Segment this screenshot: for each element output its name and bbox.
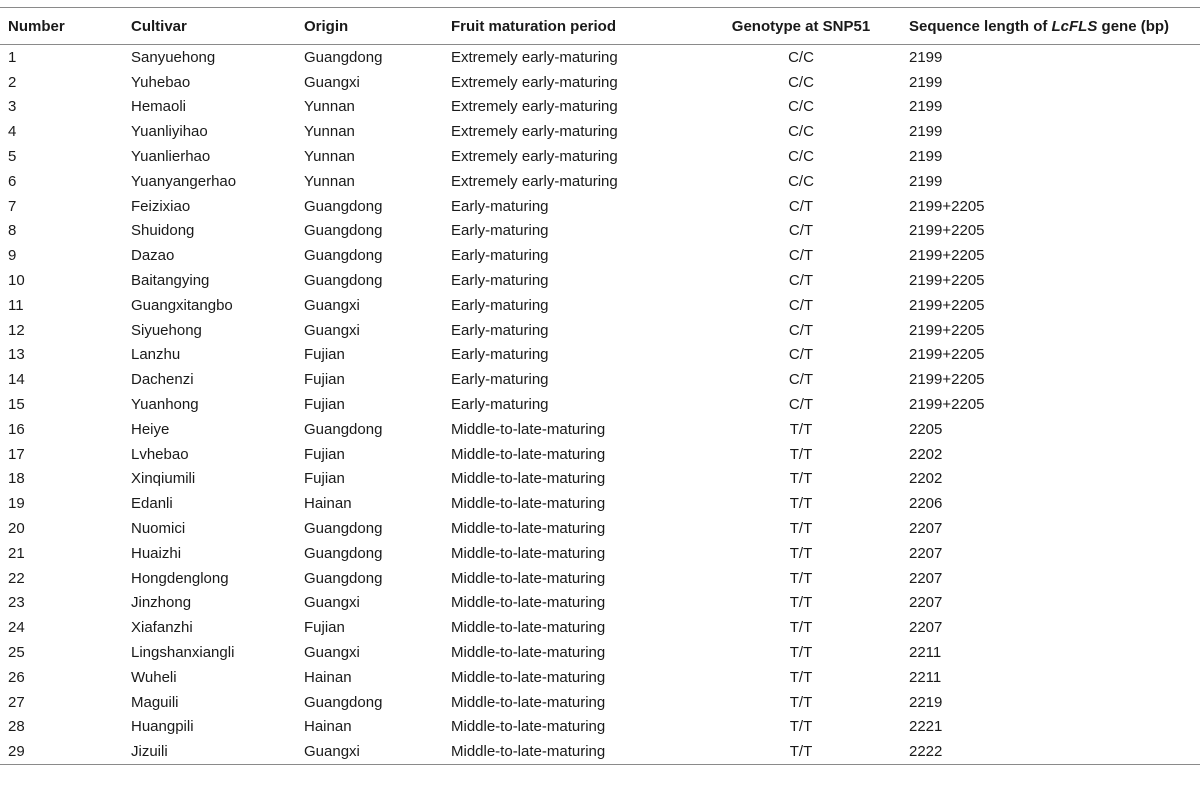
- cell-genotype: C/T: [788, 247, 814, 265]
- header-genotype: Genotype at SNP51: [731, 17, 871, 35]
- cell-genotype: C/C: [788, 172, 814, 190]
- cell-origin: Guangdong: [304, 520, 383, 538]
- table-row: [0, 640, 1200, 665]
- table-header: [0, 8, 1200, 45]
- cell-genotype: T/T: [789, 743, 813, 761]
- cell-origin: Guangdong: [304, 544, 383, 562]
- cell-number: 22: [8, 569, 25, 587]
- cell-maturation-period: Middle-to-late-maturing: [451, 743, 606, 761]
- cell-sequence-length: 2199+2205: [909, 222, 985, 240]
- table-row: [0, 318, 1200, 343]
- cell-genotype: T/T: [789, 569, 813, 587]
- cell-origin: Guangxi: [304, 594, 360, 612]
- cell-sequence-length: 2207: [909, 544, 943, 562]
- cell-sequence-length: 2199: [909, 148, 943, 166]
- table-row: [0, 169, 1200, 194]
- header-cultivar: Cultivar: [131, 17, 187, 35]
- table-row: [0, 566, 1200, 591]
- table-row: [0, 367, 1200, 392]
- cell-origin: Fujian: [304, 396, 345, 414]
- cell-genotype: C/T: [788, 222, 814, 240]
- cell-maturation-period: Early-maturing: [451, 222, 549, 240]
- cell-origin: Guangxi: [304, 321, 360, 339]
- cell-genotype: T/T: [789, 693, 813, 711]
- cell-sequence-length: 2207: [909, 594, 943, 612]
- cell-origin: Guangxi: [304, 644, 360, 662]
- header-length-suffix: gene (bp): [1097, 17, 1170, 35]
- cell-origin: Guangxi: [304, 73, 360, 91]
- cell-origin: Hainan: [304, 495, 352, 513]
- cell-maturation-period: Extremely early-maturing: [451, 98, 618, 116]
- cell-number: 2: [8, 73, 17, 91]
- cell-sequence-length: 2199+2205: [909, 396, 985, 414]
- table-row: [0, 467, 1200, 492]
- cell-number: 18: [8, 470, 25, 488]
- cell-number: 15: [8, 396, 25, 414]
- cell-origin: Guangdong: [304, 48, 383, 66]
- table-row: [0, 45, 1200, 70]
- cell-cultivar: Huaizhi: [131, 544, 182, 562]
- cell-origin: Guangxi: [304, 743, 360, 761]
- table-row: [0, 591, 1200, 616]
- table-row: [0, 243, 1200, 268]
- cell-origin: Guangdong: [304, 420, 383, 438]
- cell-cultivar: Yuanlierhao: [131, 148, 211, 166]
- cell-number: 3: [8, 98, 17, 116]
- cell-number: 23: [8, 594, 25, 612]
- cell-cultivar: Yuhebao: [131, 73, 191, 91]
- cell-maturation-period: Middle-to-late-maturing: [451, 520, 606, 538]
- cell-number: 19: [8, 495, 25, 513]
- table-row: [0, 665, 1200, 690]
- cell-maturation-period: Middle-to-late-maturing: [451, 569, 606, 587]
- table-row: [0, 516, 1200, 541]
- cell-genotype: C/T: [788, 346, 814, 364]
- cell-number: 16: [8, 420, 25, 438]
- cell-maturation-period: Extremely early-maturing: [451, 73, 618, 91]
- cell-origin: Guangdong: [304, 197, 383, 215]
- cell-number: 28: [8, 718, 25, 736]
- header-fruit-maturation-period: Fruit maturation period: [451, 17, 616, 35]
- cell-maturation-period: Extremely early-maturing: [451, 48, 618, 66]
- cell-cultivar: Sanyuehong: [131, 48, 216, 66]
- cell-sequence-length: 2199: [909, 172, 943, 190]
- cell-maturation-period: Middle-to-late-maturing: [451, 544, 606, 562]
- cell-sequence-length: 2222: [909, 743, 943, 761]
- cell-sequence-length: 2199: [909, 48, 943, 66]
- cultivar-table: [0, 7, 1200, 765]
- cell-genotype: C/T: [788, 396, 814, 414]
- cell-sequence-length: 2202: [909, 470, 943, 488]
- cell-cultivar: Jizuili: [131, 743, 168, 761]
- cell-number: 11: [8, 296, 24, 314]
- cell-number: 9: [8, 247, 17, 265]
- cell-maturation-period: Middle-to-late-maturing: [451, 619, 606, 637]
- cell-maturation-period: Middle-to-late-maturing: [451, 470, 606, 488]
- cell-number: 27: [8, 693, 25, 711]
- cell-maturation-period: Early-maturing: [451, 247, 549, 265]
- cell-cultivar: Jinzhong: [131, 594, 192, 612]
- cell-origin: Hainan: [304, 718, 352, 736]
- cell-sequence-length: 2199: [909, 123, 943, 141]
- table-row: [0, 95, 1200, 120]
- cell-number: 6: [8, 172, 17, 190]
- cell-genotype: C/T: [788, 321, 814, 339]
- cell-sequence-length: 2199+2205: [909, 197, 985, 215]
- header-row: [0, 8, 1200, 45]
- cell-origin: Guangxi: [304, 296, 360, 314]
- cell-maturation-period: Early-maturing: [451, 371, 549, 389]
- cell-number: 26: [8, 668, 25, 686]
- cell-cultivar: Huangpili: [131, 718, 194, 736]
- cell-cultivar: Yuanliyihao: [131, 123, 208, 141]
- table-body: [0, 45, 1200, 765]
- table-row: [0, 442, 1200, 467]
- cell-maturation-period: Early-maturing: [451, 296, 549, 314]
- cell-number: 25: [8, 644, 25, 662]
- cell-sequence-length: 2206: [909, 495, 943, 513]
- header-origin: Origin: [304, 17, 349, 35]
- cell-maturation-period: Extremely early-maturing: [451, 148, 618, 166]
- cell-number: 5: [8, 148, 17, 166]
- cell-origin: Fujian: [304, 445, 345, 463]
- cell-genotype: T/T: [789, 668, 813, 686]
- cell-number: 8: [8, 222, 17, 240]
- cell-maturation-period: Early-maturing: [451, 197, 549, 215]
- cell-cultivar: Maguili: [131, 693, 179, 711]
- table-row: [0, 343, 1200, 368]
- table-row: [0, 417, 1200, 442]
- cell-cultivar: Nuomici: [131, 520, 186, 538]
- cell-number: 4: [8, 123, 17, 141]
- cell-cultivar: Lvhebao: [131, 445, 189, 463]
- cell-sequence-length: 2207: [909, 520, 943, 538]
- cell-number: 24: [8, 619, 25, 637]
- cell-cultivar: Xiafanzhi: [131, 619, 193, 637]
- cell-cultivar: Hongdenglong: [131, 569, 229, 587]
- cell-cultivar: Dachenzi: [131, 371, 194, 389]
- cell-maturation-period: Middle-to-late-maturing: [451, 718, 606, 736]
- cell-sequence-length: 2199+2205: [909, 247, 985, 265]
- table-row: [0, 268, 1200, 293]
- cell-origin: Yunnan: [304, 172, 355, 190]
- table-row: [0, 144, 1200, 169]
- cell-genotype: C/C: [788, 48, 814, 66]
- header-length-gene: LcFLS: [1051, 17, 1098, 35]
- table-row: [0, 219, 1200, 244]
- cell-sequence-length: 2199: [909, 98, 943, 116]
- cell-origin: Fujian: [304, 346, 345, 364]
- cell-origin: Guangdong: [304, 247, 383, 265]
- cell-cultivar: Wuheli: [131, 668, 177, 686]
- cell-sequence-length: 2199+2205: [909, 371, 985, 389]
- cell-genotype: T/T: [789, 420, 813, 438]
- cell-cultivar: Feizixiao: [131, 197, 191, 215]
- header-number: Number: [8, 17, 65, 35]
- cell-genotype: C/C: [788, 148, 814, 166]
- cell-maturation-period: Middle-to-late-maturing: [451, 594, 606, 612]
- cell-sequence-length: 2202: [909, 445, 943, 463]
- header-sequence-length: [909, 8, 1200, 45]
- cell-maturation-period: Early-maturing: [451, 346, 549, 364]
- cell-maturation-period: Middle-to-late-maturing: [451, 693, 606, 711]
- cell-maturation-period: Early-maturing: [451, 396, 549, 414]
- cell-number: 7: [8, 197, 17, 215]
- cell-maturation-period: Middle-to-late-maturing: [451, 495, 606, 513]
- cell-origin: Guangdong: [304, 569, 383, 587]
- cell-cultivar: Yuanhong: [131, 396, 199, 414]
- cell-number: 12: [8, 321, 25, 339]
- cell-cultivar: Hemaoli: [131, 98, 187, 116]
- cell-cultivar: Edanli: [131, 495, 173, 513]
- cell-genotype: T/T: [789, 644, 813, 662]
- cell-number: 17: [8, 445, 25, 463]
- cell-origin: Yunnan: [304, 148, 355, 166]
- cell-genotype: T/T: [789, 470, 813, 488]
- cell-cultivar: Heiye: [131, 420, 170, 438]
- cell-genotype: T/T: [789, 619, 813, 637]
- cell-maturation-period: Extremely early-maturing: [451, 123, 618, 141]
- cell-maturation-period: Early-maturing: [451, 321, 549, 339]
- cell-maturation-period: Middle-to-late-maturing: [451, 445, 606, 463]
- cell-origin: Guangdong: [304, 272, 383, 290]
- cell-genotype: C/T: [788, 197, 814, 215]
- cell-genotype: C/T: [788, 371, 814, 389]
- cell-cultivar: Baitangying: [131, 272, 210, 290]
- cell-cultivar: Yuanyangerhao: [131, 172, 237, 190]
- cell-maturation-period: Middle-to-late-maturing: [451, 420, 606, 438]
- cell-number: 20: [8, 520, 25, 538]
- cell-maturation-period: Middle-to-late-maturing: [451, 644, 606, 662]
- cell-cultivar: Shuidong: [131, 222, 195, 240]
- cell-cultivar: Guangxitangbo: [131, 296, 233, 314]
- cell-sequence-length: 2199: [909, 73, 943, 91]
- table-row: [0, 70, 1200, 95]
- cell-maturation-period: Extremely early-maturing: [451, 172, 618, 190]
- cell-genotype: T/T: [789, 594, 813, 612]
- cell-sequence-length: 2199+2205: [909, 321, 985, 339]
- cell-genotype: T/T: [789, 495, 813, 513]
- cell-sequence-length: 2211: [909, 644, 942, 662]
- cell-number: 29: [8, 743, 25, 761]
- cell-sequence-length: 2199+2205: [909, 346, 985, 364]
- cell-genotype: T/T: [789, 544, 813, 562]
- table-row: [0, 541, 1200, 566]
- table-row: [0, 739, 1200, 764]
- cell-origin: Fujian: [304, 371, 345, 389]
- cell-genotype: C/T: [788, 296, 814, 314]
- cell-cultivar: Xinqiumili: [131, 470, 196, 488]
- table-row: [0, 194, 1200, 219]
- cell-genotype: C/C: [788, 98, 814, 116]
- cell-cultivar: Lanzhu: [131, 346, 181, 364]
- table-row: [0, 119, 1200, 144]
- cell-genotype: T/T: [789, 445, 813, 463]
- cell-maturation-period: Early-maturing: [451, 272, 549, 290]
- cell-sequence-length: 2207: [909, 569, 943, 587]
- cell-cultivar: Dazao: [131, 247, 175, 265]
- cell-origin: Guangdong: [304, 222, 383, 240]
- cell-sequence-length: 2221: [909, 718, 943, 736]
- cell-genotype: T/T: [789, 718, 813, 736]
- cell-cultivar: Lingshanxiangli: [131, 644, 235, 662]
- table-row: [0, 491, 1200, 516]
- cell-maturation-period: Middle-to-late-maturing: [451, 668, 606, 686]
- cell-origin: Guangdong: [304, 693, 383, 711]
- cell-sequence-length: 2199+2205: [909, 272, 985, 290]
- cell-genotype: T/T: [789, 520, 813, 538]
- cell-genotype: C/C: [788, 73, 814, 91]
- cell-origin: Yunnan: [304, 123, 355, 141]
- table-row: [0, 715, 1200, 740]
- cell-sequence-length: 2207: [909, 619, 943, 637]
- cell-origin: Fujian: [304, 470, 345, 488]
- cell-number: 10: [8, 272, 25, 290]
- cell-cultivar: Siyuehong: [131, 321, 202, 339]
- cell-sequence-length: 2219: [909, 693, 943, 711]
- cell-origin: Yunnan: [304, 98, 355, 116]
- cell-number: 21: [8, 544, 25, 562]
- cell-genotype: C/C: [788, 123, 814, 141]
- cell-genotype: C/T: [788, 272, 814, 290]
- table-row: [0, 392, 1200, 417]
- cell-origin: Hainan: [304, 668, 352, 686]
- cell-number: 1: [8, 48, 17, 66]
- header-length-prefix: Sequence length of: [909, 17, 1052, 35]
- cell-number: 13: [8, 346, 25, 364]
- cell-sequence-length: 2211: [909, 668, 942, 686]
- cell-origin: Fujian: [304, 619, 345, 637]
- cell-sequence-length: 2199+2205: [909, 296, 985, 314]
- table-row: [0, 690, 1200, 715]
- cell-sequence-length: 2205: [909, 420, 943, 438]
- table-row: [0, 293, 1200, 318]
- cell-number: 14: [8, 371, 25, 389]
- table-row: [0, 615, 1200, 640]
